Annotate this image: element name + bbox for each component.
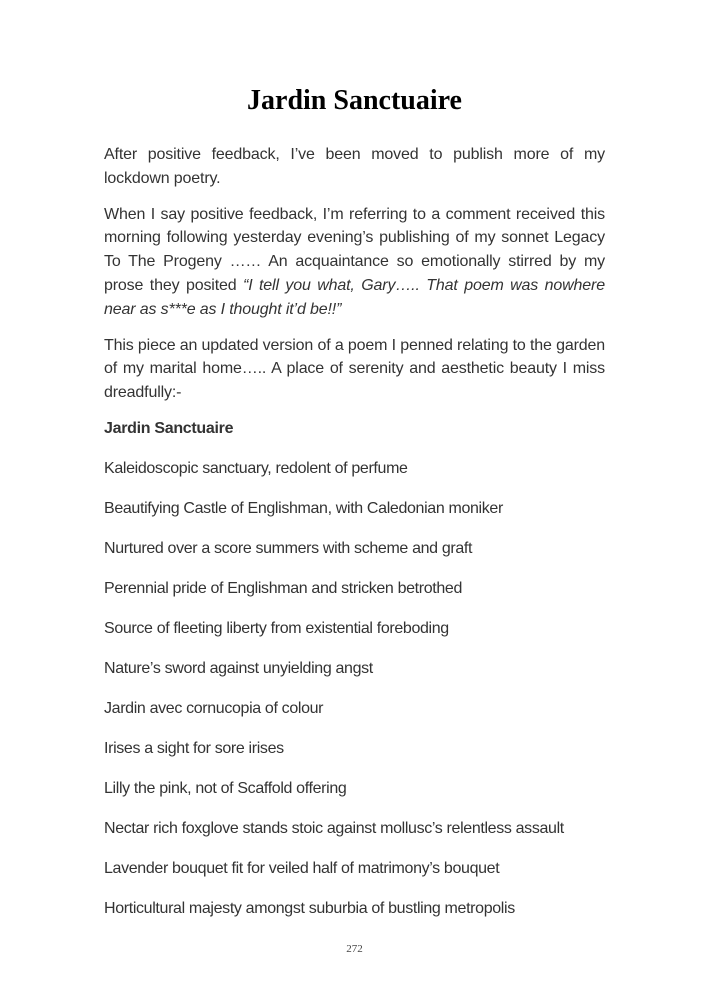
feedback-paragraph xyxy=(104,203,605,322)
page-number: 272 xyxy=(346,943,363,955)
page-title: Jardin Sanctuaire xyxy=(247,85,462,116)
poem-line: Kaleidoscopic sanctuary, redolent of perfume xyxy=(104,459,408,477)
poem-title: Jardin Sanctuaire xyxy=(104,419,234,437)
feedback-text: When I say positive feedback, I’m referring to a comment received this morning following yesterday evening’s publishing of my sonnet Legacy To The Progeny …… An acquaintance so emotionally stirred by my prose they posited xyxy=(104,205,605,294)
page-content xyxy=(104,143,605,920)
poem-line: Source of fleeting liberty from existential foreboding xyxy=(104,619,449,637)
poem-line: Lavender bouquet fit for veiled half of matrimony’s bouquet xyxy=(104,859,500,877)
poem-line: Nurtured over a score summers with scheme and graft xyxy=(104,539,473,557)
poem-line: Perennial pride of Englishman and stricken betrothed xyxy=(104,579,463,597)
poem-line: Beautifying Castle of Englishman, with Caledonian moniker xyxy=(104,499,503,517)
poem-line: Irises a sight for sore irises xyxy=(104,739,284,757)
intro-paragraph: After positive feedback, I’ve been moved to publish more of my lockdown poetry. xyxy=(104,146,605,187)
poem-line: Horticultural majesty amongst suburbia of bustling metropolis xyxy=(104,899,515,917)
context-paragraph: This piece an updated version of a poem I penned relating to the garden of my marital home….. A place of serenity and aesthetic beauty I miss dreadfully:- xyxy=(104,336,605,402)
poem-line: Jardin avec cornucopia of colour xyxy=(104,699,324,717)
feedback-quote: “I tell you what, Gary….. That poem was nowhere near as s***e as I thought it’d be!!” xyxy=(104,276,605,318)
poem-line: Nectar rich foxglove stands stoic against mollusc’s relentless assault xyxy=(104,819,564,837)
poem-lines xyxy=(104,457,605,920)
poem-line: Nature’s sword against unyielding angst xyxy=(104,659,373,677)
poem-line: Lilly the pink, not of Scaffold offering xyxy=(104,779,347,797)
